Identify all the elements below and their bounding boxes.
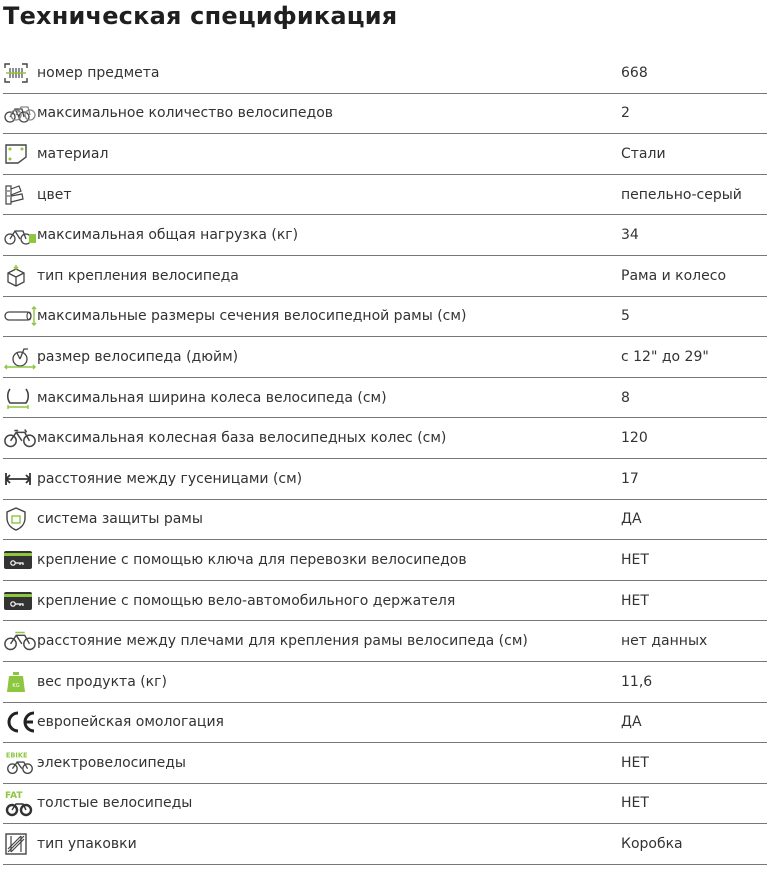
package-icon — [3, 829, 37, 859]
table-row — [3, 743, 767, 784]
ebike-icon-text: EBIKE — [5, 751, 28, 760]
table-row — [3, 540, 767, 581]
ebike-icon — [3, 748, 37, 778]
row-value: Коробка — [621, 836, 683, 853]
table-row — [3, 256, 767, 297]
row-value: 2 — [621, 105, 630, 122]
row-label: вес продукта (кг) — [37, 673, 167, 690]
wheel-width-icon — [3, 383, 37, 413]
page-title: Техническая спецификация — [3, 2, 398, 30]
row-value: 17 — [621, 470, 639, 487]
table-row — [3, 459, 767, 500]
barcode-icon — [3, 58, 37, 88]
row-label: материал — [37, 145, 109, 162]
row-value: НЕТ — [621, 551, 649, 568]
weight-icon-text: KG — [12, 682, 20, 689]
row-label: расстояние между плечами для крепления рамы велосипеда (см) — [37, 633, 528, 650]
bike-arms-icon — [3, 626, 37, 656]
color-palette-icon — [3, 180, 37, 210]
table-row — [3, 134, 767, 175]
table-row — [3, 784, 767, 825]
row-label: максимальная колесная база велосипедных колес (см) — [37, 430, 447, 447]
row-label: максимальные размеры сечения велосипедной рамы (см) — [37, 308, 467, 325]
shield-icon — [3, 504, 37, 534]
row-value: ДА — [621, 714, 642, 731]
row-value: Стали — [621, 145, 666, 162]
holder-lock-icon — [3, 586, 37, 616]
fat-bike-icon — [3, 788, 37, 818]
row-label: номер предмета — [37, 64, 160, 81]
bike-load-icon — [3, 220, 37, 250]
row-value: 5 — [621, 308, 630, 325]
row-value: НЕТ — [621, 754, 649, 771]
row-value: с 12" до 29" — [621, 348, 709, 365]
row-label: толстые велосипеды — [37, 795, 193, 812]
table-row — [3, 418, 767, 459]
row-label: европейская омологация — [37, 714, 224, 731]
row-value: пепельно-серый — [621, 186, 742, 203]
row-label: максимальная общая нагрузка (кг) — [37, 227, 299, 244]
table-row — [3, 500, 767, 541]
ce-mark-icon — [3, 707, 37, 737]
row-value: 668 — [621, 64, 648, 81]
row-label: размер велосипеда (дюйм) — [37, 348, 239, 365]
row-label: электровелосипеды — [37, 754, 186, 771]
table-row — [3, 175, 767, 216]
distance-arrows-icon — [3, 464, 37, 494]
table-row — [3, 378, 767, 419]
table-row — [3, 94, 767, 135]
table-row — [3, 621, 767, 662]
bikes-icon — [3, 98, 37, 128]
table-row — [3, 53, 767, 94]
row-value: 120 — [621, 430, 648, 447]
row-label: цвет — [37, 186, 72, 203]
row-label: максимальное количество велосипедов — [37, 105, 334, 122]
key-lock-icon — [3, 545, 37, 575]
row-label: тип упаковки — [37, 836, 137, 853]
table-row — [3, 215, 767, 256]
table-row — [3, 297, 767, 338]
frame-tube-icon — [3, 301, 37, 331]
wheelbase-icon — [3, 423, 37, 453]
row-label: крепление с помощью ключа для перевозки велосипедов — [37, 551, 467, 568]
row-label: расстояние между гусеницами (см) — [37, 470, 303, 487]
row-value: 34 — [621, 227, 639, 244]
table-row — [3, 703, 767, 744]
row-label: максимальная ширина колеса велосипеда (см) — [37, 389, 387, 406]
material-icon — [3, 139, 37, 169]
row-label: система защиты рамы — [37, 511, 203, 528]
row-value: 8 — [621, 389, 630, 406]
row-value: Рама и колесо — [621, 267, 727, 284]
row-label: крепление с помощью вело-автомобильного держателя — [37, 592, 456, 609]
row-value: 11,6 — [621, 673, 653, 690]
row-value: НЕТ — [621, 592, 649, 609]
row-value: НЕТ — [621, 795, 649, 812]
mount-box-icon — [3, 261, 37, 291]
row-label: тип крепления велосипеда — [37, 267, 239, 284]
weight-icon — [3, 667, 37, 697]
table-row — [3, 581, 767, 622]
row-value: нет данных — [621, 633, 708, 650]
row-value: ДА — [621, 511, 642, 528]
table-row — [3, 337, 767, 378]
table-row — [3, 662, 767, 703]
table-row — [3, 824, 767, 865]
wheel-size-icon — [3, 342, 37, 372]
fat-bike-icon-text: FAT — [5, 791, 23, 802]
spec-table — [3, 53, 767, 865]
